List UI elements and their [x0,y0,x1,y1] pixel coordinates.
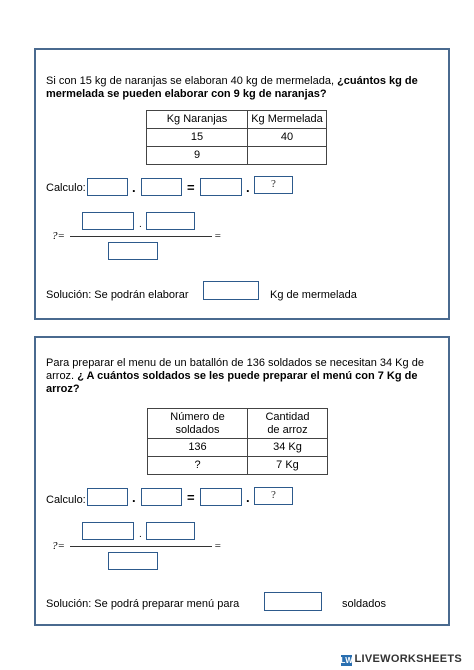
q1-fraction-bar [70,236,212,237]
q2-calc-label: Calculo: [46,494,86,506]
q1-calc-dot-2: . [246,180,250,195]
q2-frac-input-bottom[interactable] [108,552,158,570]
q2-data-table [147,408,328,475]
q1-statement-plain: Si con 15 kg de naranjas se elaboran 40 kg de mermelada, [46,75,335,87]
q2-solution-input[interactable] [264,592,322,611]
q2-frac-lhs: ?= [52,540,65,552]
q1-calc-question-box[interactable]: ? [254,176,293,194]
q1-calc-dot-1: . [132,180,136,195]
q2-solution-label: Solución: Se podrá preparar menú para [46,598,240,610]
q1-cell-r1c2: 40 [248,129,327,147]
q1-cell-r2c2 [248,147,327,165]
q2-header-arroz: Cantidad de arroz [248,409,328,439]
q2-statement-line1: Para preparar el menu de un batallón de 136 soldados se necesitan 34 Kg de [46,357,424,369]
q2-solution-suffix: soldados [342,598,387,610]
q2-calc-equals: = [187,490,195,505]
q1-statement-line1 [46,74,418,88]
q1-cell-r1c1: 15 [147,129,248,147]
q2-cell-r1c2: 34 Kg [248,439,328,457]
q2-calc-input-1[interactable] [87,488,128,506]
q1-data-table [146,110,327,165]
q1-calc-label: Calculo: [46,182,86,194]
q2-calc-question-box[interactable]: ? [254,487,293,505]
q1-calc-equals: = [187,180,195,195]
q2-frac-input-top-1[interactable] [82,522,134,540]
q2-frac-rhs: = [214,540,222,552]
q1-frac-input-top-2[interactable] [146,212,195,230]
q1-frac-lhs: ?= [52,230,65,242]
q2-calc-input-3[interactable] [200,488,242,506]
q2-statement-bold: ¿ A cuántos soldados se les puede preparar el menú con 7 Kg de [77,370,418,382]
q2-frac-input-top-2[interactable] [146,522,195,540]
q1-calc-input-1[interactable] [87,178,128,196]
q1-frac-dot: . [139,219,142,230]
q2-calc-input-2[interactable] [141,488,182,506]
q2-statement-line2 [46,369,417,383]
exercise-card-1 [34,48,450,320]
q2-fraction-bar [70,546,212,547]
q1-statement-line2: mermelada se pueden elaborar con 9 kg de naranjas? [46,88,327,100]
q2-cell-r2c2: 7 Kg [248,457,328,475]
q1-cell-r2c1: 9 [147,147,248,165]
footer-brand: LIVEWORKSHEETS [354,653,462,665]
q1-header-naranjas: Kg Naranjas [147,111,248,129]
q2-calc-dot-1: . [132,490,136,505]
liveworksheets-logo-icon: LW [340,656,354,665]
q2-header-soldados: Número de soldados [148,409,248,439]
q2-cell-r2c1: ? [148,457,248,475]
q1-solution-suffix: Kg de mermelada [270,289,357,301]
q1-calc-input-3[interactable] [200,178,242,196]
q1-frac-input-bottom[interactable] [108,242,158,260]
q1-calc-input-2[interactable] [141,178,182,196]
liveworksheets-footer[interactable] [341,653,463,666]
q1-solution-label: Solución: Se podrán elaborar [46,289,189,301]
exercise-card-2 [34,336,450,626]
q2-frac-dot: . [139,529,142,540]
q1-frac-rhs: = [214,230,222,242]
q1-header-mermelada: Kg Mermelada [248,111,327,129]
q1-statement-bold: ¿cuántos kg de [337,75,418,87]
q2-calc-dot-2: . [246,490,250,505]
q2-statement-plain: arroz. [46,370,75,382]
q1-solution-input[interactable] [203,281,259,300]
q2-cell-r1c1: 136 [148,439,248,457]
q1-frac-input-top-1[interactable] [82,212,134,230]
q2-statement-line3: arroz? [46,383,80,395]
